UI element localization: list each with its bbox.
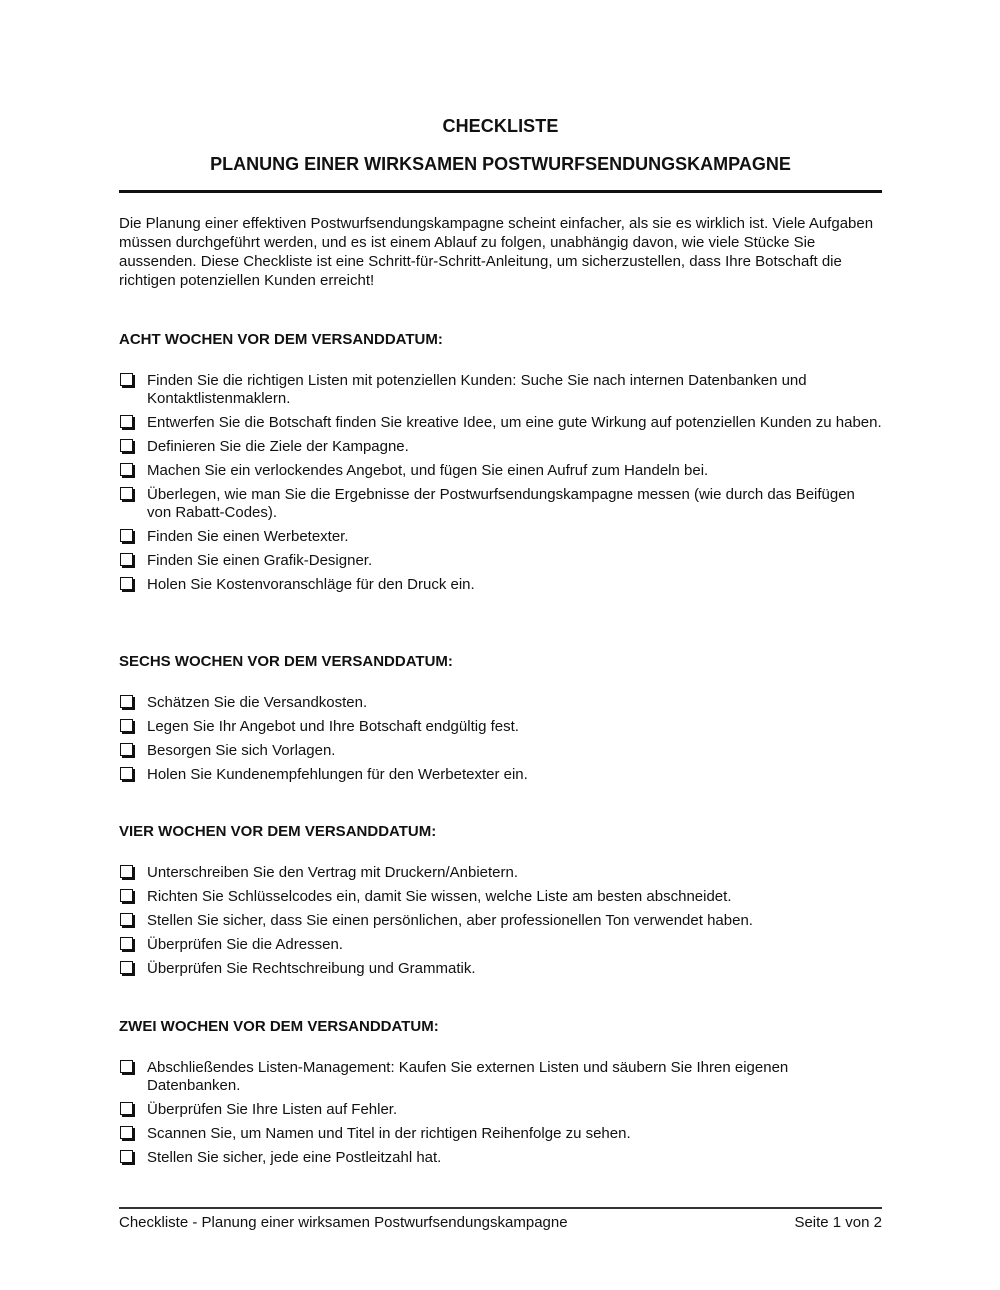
checklist bbox=[119, 694, 882, 784]
item-text: Finden Sie einen Grafik-Designer. bbox=[147, 552, 373, 569]
checkbox-icon[interactable] bbox=[120, 553, 133, 566]
checkbox-icon[interactable] bbox=[120, 889, 133, 902]
checkbox-icon[interactable] bbox=[120, 577, 133, 590]
item-text: Überprüfen Sie Ihre Listen auf Fehler. bbox=[147, 1101, 398, 1118]
checkbox-icon[interactable] bbox=[120, 937, 133, 950]
item-text: Finden Sie einen Werbetexter. bbox=[147, 528, 349, 545]
section-heading: VIER WOCHEN VOR DEM VERSANDDATUM: bbox=[119, 823, 437, 840]
section-eight-weeks bbox=[119, 330, 882, 600]
checkbox-icon[interactable] bbox=[120, 743, 133, 756]
page-number: Seite 1 von 2 bbox=[794, 1214, 882, 1231]
checkbox-icon[interactable] bbox=[120, 1150, 133, 1163]
checkbox-icon[interactable] bbox=[120, 961, 133, 974]
section-four-weeks bbox=[119, 822, 882, 984]
item-text: Abschließendes Listen-Management: Kaufen Sie externen Listen und säubern Sie Ihren eigenen Datenbanken. bbox=[147, 1059, 789, 1094]
checklist-item bbox=[119, 742, 882, 760]
section-heading: SECHS WOCHEN VOR DEM VERSANDDATUM: bbox=[119, 653, 453, 670]
checkbox-icon[interactable] bbox=[120, 529, 133, 542]
checklist bbox=[119, 1059, 882, 1167]
checkbox-icon[interactable] bbox=[120, 1102, 133, 1115]
item-text: Überlegen, wie man Sie die Ergebnisse der Postwurfsendungskampagne messen (wie durch das Beifügen von Rabatt-Codes). bbox=[147, 486, 855, 521]
item-text: Überprüfen Sie Rechtschreibung und Grammatik. bbox=[147, 960, 476, 977]
title-divider bbox=[119, 190, 882, 193]
item-text: Richten Sie Schlüsselcodes ein, damit Sie wissen, welche Liste am besten abschneidet. bbox=[147, 888, 732, 905]
checklist-item bbox=[119, 1149, 882, 1167]
section-heading: ACHT WOCHEN VOR DEM VERSANDDATUM: bbox=[119, 331, 443, 348]
document-title: CHECKLISTE bbox=[442, 116, 559, 136]
checklist-item bbox=[119, 766, 882, 784]
checklist-item bbox=[119, 528, 882, 546]
checkbox-icon[interactable] bbox=[120, 439, 133, 452]
checkbox-icon[interactable] bbox=[120, 463, 133, 476]
item-text: Besorgen Sie sich Vorlagen. bbox=[147, 742, 336, 759]
checklist-item bbox=[119, 486, 882, 522]
checkbox-icon[interactable] bbox=[120, 1060, 133, 1073]
section-two-weeks bbox=[119, 1017, 882, 1173]
checklist-item bbox=[119, 864, 882, 882]
item-text: Unterschreiben Sie den Vertrag mit Druckern/Anbietern. bbox=[147, 864, 519, 881]
footer-title: Checkliste - Planung einer wirksamen Postwurfsendungskampagne bbox=[119, 1214, 568, 1231]
checklist bbox=[119, 864, 882, 978]
checklist bbox=[119, 372, 882, 594]
item-text: Stellen Sie sicher, jede eine Postleitzahl hat. bbox=[147, 1149, 442, 1166]
item-text: Entwerfen Sie die Botschaft finden Sie kreative Idee, um eine gute Wirkung auf potenziellen Kunden zu haben. bbox=[147, 414, 882, 431]
checklist-item bbox=[119, 1125, 882, 1143]
page-footer bbox=[119, 1214, 882, 1231]
checkbox-icon[interactable] bbox=[120, 1126, 133, 1139]
section-six-weeks bbox=[119, 652, 882, 790]
checklist-item bbox=[119, 1059, 882, 1095]
checkbox-icon[interactable] bbox=[120, 767, 133, 780]
checklist-item bbox=[119, 414, 882, 432]
item-text: Finden Sie die richtigen Listen mit potenziellen Kunden: Suche Sie nach internen Datenbanken und Kontaktlistenmaklern. bbox=[147, 372, 807, 407]
checkbox-icon[interactable] bbox=[120, 865, 133, 878]
checklist-item bbox=[119, 936, 882, 954]
checklist-item bbox=[119, 960, 882, 978]
item-text: Definieren Sie die Ziele der Kampagne. bbox=[147, 438, 409, 455]
checklist-item bbox=[119, 552, 882, 570]
item-text: Machen Sie ein verlockendes Angebot, und fügen Sie einen Aufruf zum Handeln bei. bbox=[147, 462, 709, 479]
checklist-item bbox=[119, 438, 882, 456]
item-text: Scannen Sie, um Namen und Titel in der richtigen Reihenfolge zu sehen. bbox=[147, 1125, 631, 1142]
checklist-item bbox=[119, 912, 882, 930]
item-text: Holen Sie Kundenempfehlungen für den Werbetexter ein. bbox=[147, 766, 528, 783]
item-text: Schätzen Sie die Versandkosten. bbox=[147, 694, 368, 711]
checkbox-icon[interactable] bbox=[120, 913, 133, 926]
checkbox-icon[interactable] bbox=[120, 373, 133, 386]
item-text: Stellen Sie sicher, dass Sie einen persönlichen, aber professionellen Ton verwendet haben. bbox=[147, 912, 753, 929]
checklist-item bbox=[119, 462, 882, 480]
item-text: Überprüfen Sie die Adressen. bbox=[147, 936, 343, 953]
item-text: Holen Sie Kostenvoranschläge für den Druck ein. bbox=[147, 576, 475, 593]
checklist-item bbox=[119, 718, 882, 736]
checkbox-icon[interactable] bbox=[120, 695, 133, 708]
checklist-item bbox=[119, 694, 882, 712]
checkbox-icon[interactable] bbox=[120, 487, 133, 500]
document-subtitle: PLANUNG EINER WIRKSAMEN POSTWURFSENDUNGSKAMPAGNE bbox=[210, 154, 791, 174]
checklist-item bbox=[119, 1101, 882, 1119]
checklist-item bbox=[119, 888, 882, 906]
footer-divider bbox=[119, 1207, 882, 1209]
checkbox-icon[interactable] bbox=[120, 719, 133, 732]
intro-paragraph: Die Planung einer effektiven Postwurfsendungskampagne scheint einfacher, als sie es wirklich ist. Viele Aufgaben müssen durchgeführt werden, und es ist einem Ablauf zu folgen, unabhängig davon, wie viele Stücke Sie aussenden. Diese Checkliste ist eine Schritt-für-Schritt-Anleitung, um sicherzustellen, dass Ihre Botschaft die richtigen potenziellen Kunden erreicht! bbox=[119, 215, 874, 289]
checklist-item bbox=[119, 576, 882, 594]
checklist-item bbox=[119, 372, 882, 408]
section-heading: ZWEI WOCHEN VOR DEM VERSANDDATUM: bbox=[119, 1018, 439, 1035]
checkbox-icon[interactable] bbox=[120, 415, 133, 428]
item-text: Legen Sie Ihr Angebot und Ihre Botschaft endgültig fest. bbox=[147, 718, 519, 735]
